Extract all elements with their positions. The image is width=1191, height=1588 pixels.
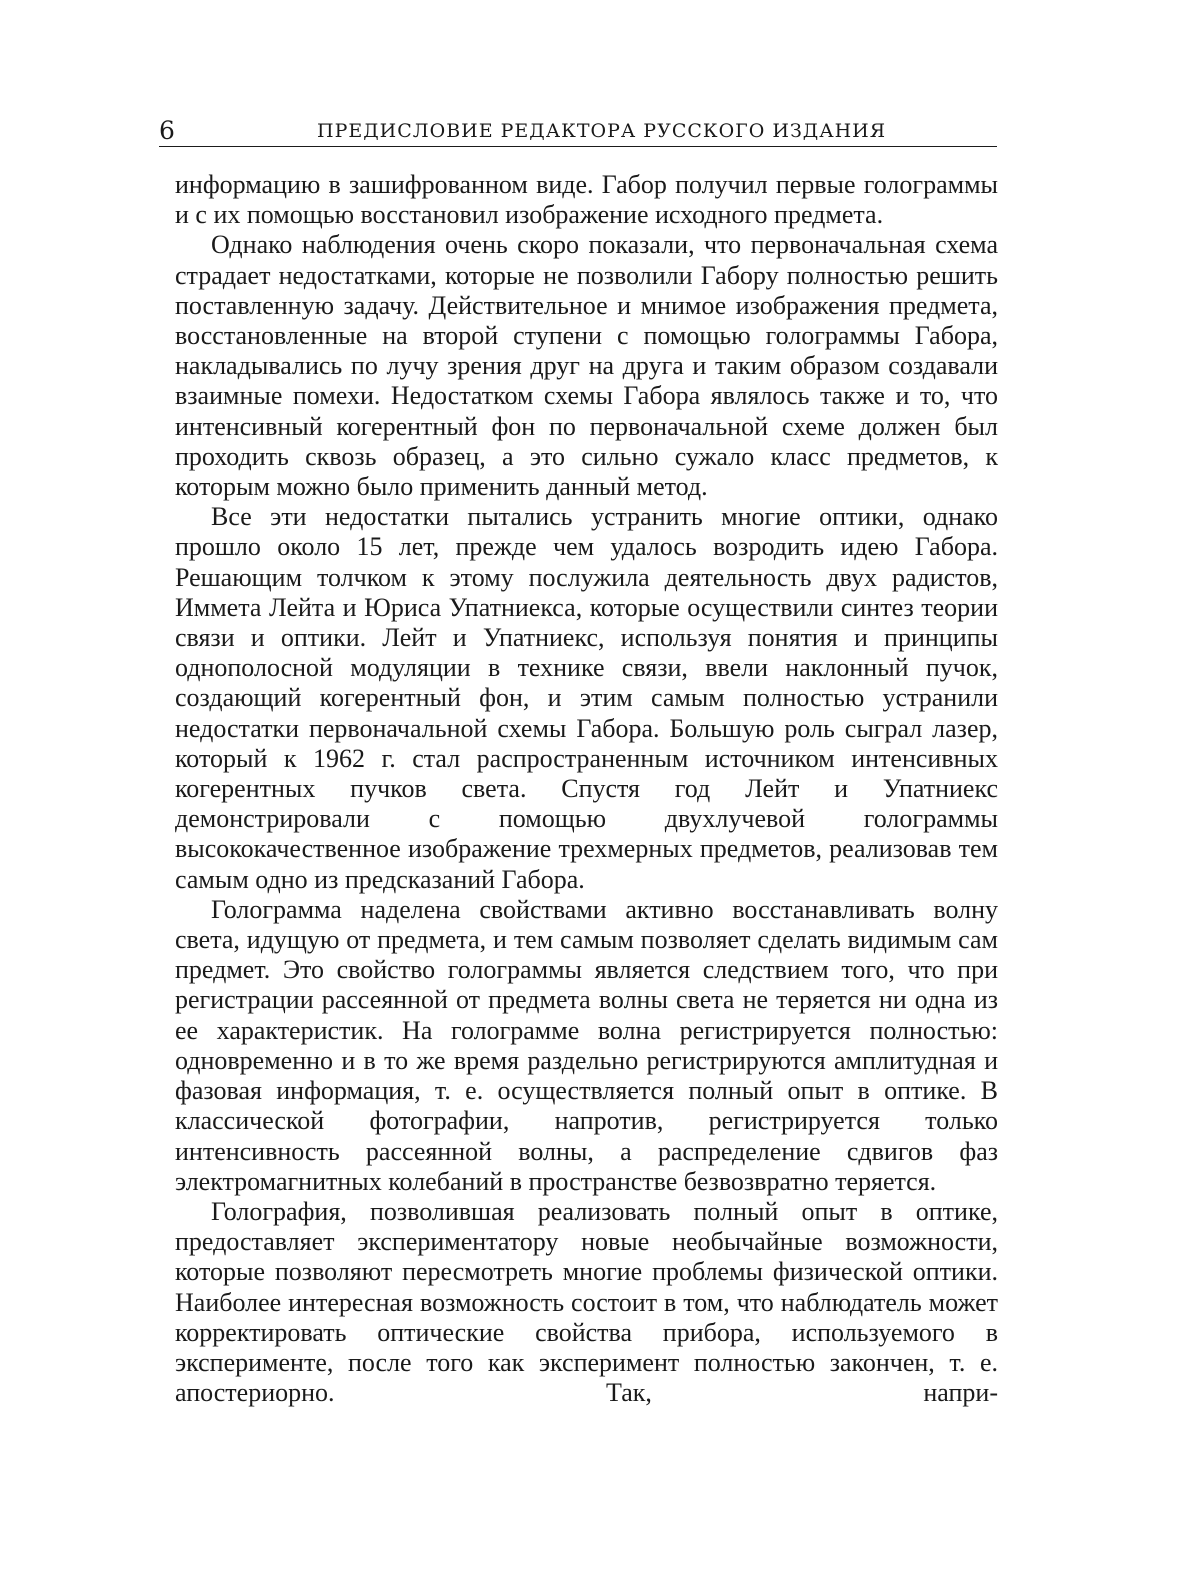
paragraph-4: Голограмма наделена свойствами активно восстанавливать волну света, идущую от предмета, и тем самым позволяет сделать видимым сам предмет. Это свойство голограммы является следствием того, что при регистрации рассеянной от предмета волны света не теряется ни одна из ее характеристик. На голограмме волна регистрируется полностью: одновременно и в то же время раздельно регистрируются амплитудная и фазовая информация, т. е. осуществляется полный опыт в оптике. В классической фотографии, напротив, регистрируется только интенсивность рассеянной волны, а распределение сдвигов фаз электромагнитных колебаний в пространстве безвозвратно теряется. [175,894,998,1196]
paragraph-2: Однако наблюдения очень скоро показали, что первоначальная схема страдает недостатками, которые не позволили Габору полностью решить поставленную задачу. Действительное и мнимое изображения предмета, восстановленные на второй ступени с помощью голограммы Габора, накладывались по лучу зрения друг на друга и таким образом создавали взаимные помехи. Недостатком схемы Габора являлось также и то, что интенсивный когерентный фон по первоначальной схеме должен был проходить сквозь образец, а это сильно сужало класс предметов, к которым можно было применить данный метод. [175,230,998,502]
page-number: 6 [159,116,175,145]
paragraph-continuation: информацию в зашифрованном виде. Габор получил первые голограммы и с их помощью восстановил изображение исходного предмета. [175,170,998,230]
paragraph-3: Все эти недостатки пытались устранить многие оптики, однако прошло около 15 лет, прежде чем удалось возродить идею Габора. Решающим толчком к этому послужила деятельность двух радистов, Иммета Лейта и Юриса Упатниекса, которые осуществили синтез теории связи и оптики. Лейт и Упатниекс, используя понятия и принципы однополосной модуляции в технике связи, ввели наклонный пучок, создающий когерентный фон, и этим самым полностью устранили недостатки первоначальной схемы Габора. Большую роль сыграл лазер, который к 1962 г. стал распространенным источником интенсивных когерентных пучков света. Спустя год Лейт и Упатниекс демонстрировали с помощью двухлучевой голограммы высококачественное изображение трехмерных предметов, реализовав тем самым одно из предсказаний Габора. [175,502,998,894]
running-head [159,116,997,147]
running-head-title: ПРЕДИСЛОВИЕ РЕДАКТОРА РУССКОГО ИЗДАНИЯ [317,120,887,142]
paragraph-5: Голография, позволившая реализовать полный опыт в оптике, предоставляет экспериментатору новые необычайные возможности, которые позволяют пересмотреть многие проблемы физической оптики. Наиболее интересная возможность состоит в том, что наблюдатель может корректировать оптические свойства прибора, используемого в эксперименте, после того как эксперимент полностью закончен, т. е. апостериорно. Так, напри- [175,1196,998,1408]
text-body [175,170,998,1408]
